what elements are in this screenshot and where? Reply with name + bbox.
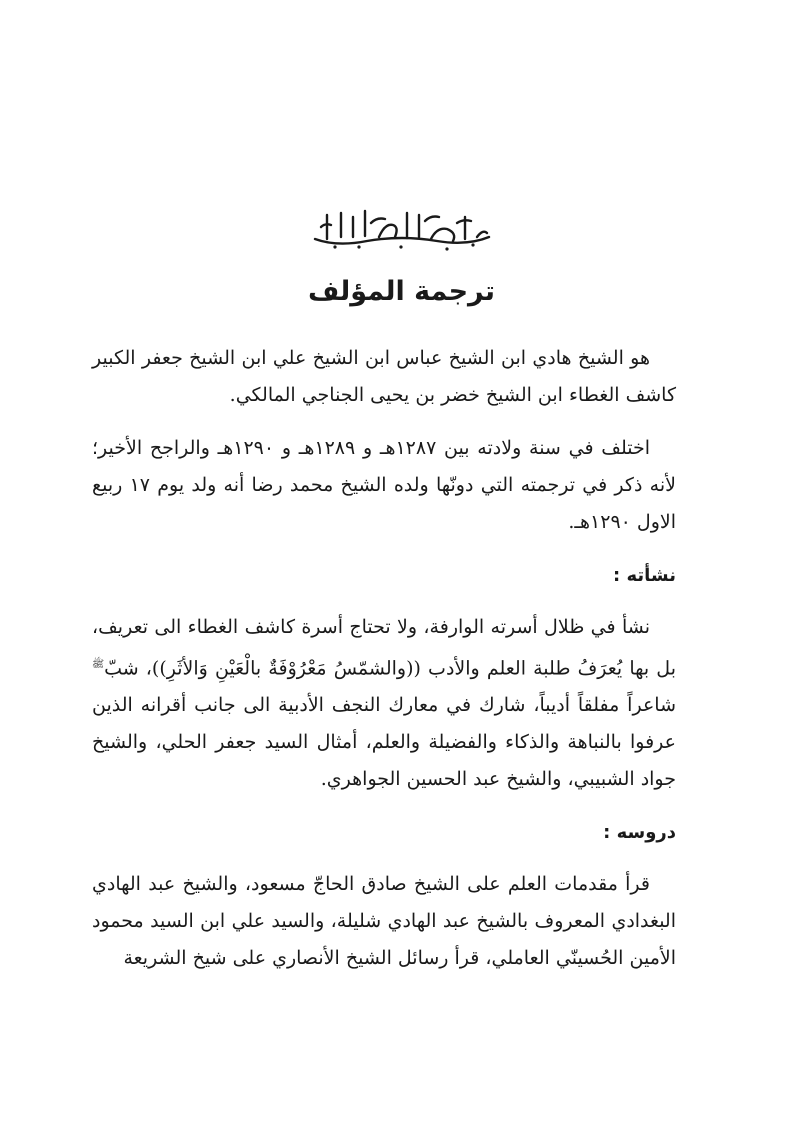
- honorific-symbol: ﷺ: [92, 659, 105, 670]
- paragraph-text: قرأ مقدمات العلم على الشيخ صادق الحاجّ مسعود، والشيخ عبد الهادي البغدادي المعروف بالشيخ عبد الهادي شليلة، والسيد علي ابن السيد محمود الأمين الحُسينّي العاملي، قرأ رسائل الشيخ الأنصاري على شيخ الشريعة: [92, 873, 676, 970]
- page-title: ترجمة المؤلف: [308, 276, 495, 307]
- paragraph-intro: [92, 340, 676, 414]
- section-heading-studies: دروسه :: [603, 822, 676, 844]
- paragraph-upbringing: [92, 609, 676, 798]
- basmala-calligraphy: [0, 203, 803, 257]
- basmala-calligraphy-icon: [307, 203, 497, 253]
- paragraph-text: [92, 609, 676, 798]
- paragraph-text: اختلف في سنة ولادته بين ١٢٨٧هـ و ١٢٨٩هـ و ١٢٩٠هـ والراجح الأخير؛ لأنه ذكر في ترجمته التي دونّها ولده الشيخ محمد رضا أنه ولد يوم ١٧ ربيع الاول ١٢٩٠هـ.: [92, 437, 676, 533]
- paragraph-studies: [92, 866, 676, 977]
- svg-text:بسم الله الرحمن الرحيم: بسم الله الرحمن الرحيم: [396, 233, 407, 234]
- main-content: [92, 340, 676, 993]
- paragraph-text-part: شاعراً مفلقاً أديباً، شارك في معارك النجف الأدبية الى جانب أقرانه الذين عرفوا بالنباهة والذكاء والفضيلة والعلم، أمثال السيد جعفر الحلي، والشيخ جواد الشبيبي، والشيخ عبد الحسين الجواهري.: [92, 694, 676, 791]
- section-heading-upbringing: نشأته :: [613, 565, 676, 586]
- paragraph-text: هو الشيخ هادي ابن الشيخ عباس ابن الشيخ علي ابن الشيخ جعفر الكبير كاشف الغطاء ابن الشيخ خضر بن يحيى الجناجي المالكي.: [92, 347, 676, 406]
- paragraph-birth: [92, 430, 676, 541]
- paragraph-text-part: نشأ في ظلال أسرته الوارفة، ولا تحتاج أسرة كاشف الغطاء الى تعريف، بل بها يُعرَفُ طلبة العلم والأدب ((والشمّسُ مَعْرُوْفَةٌ بالْعَيْنِ وَالأثَرِ))، شبّ: [92, 616, 676, 680]
